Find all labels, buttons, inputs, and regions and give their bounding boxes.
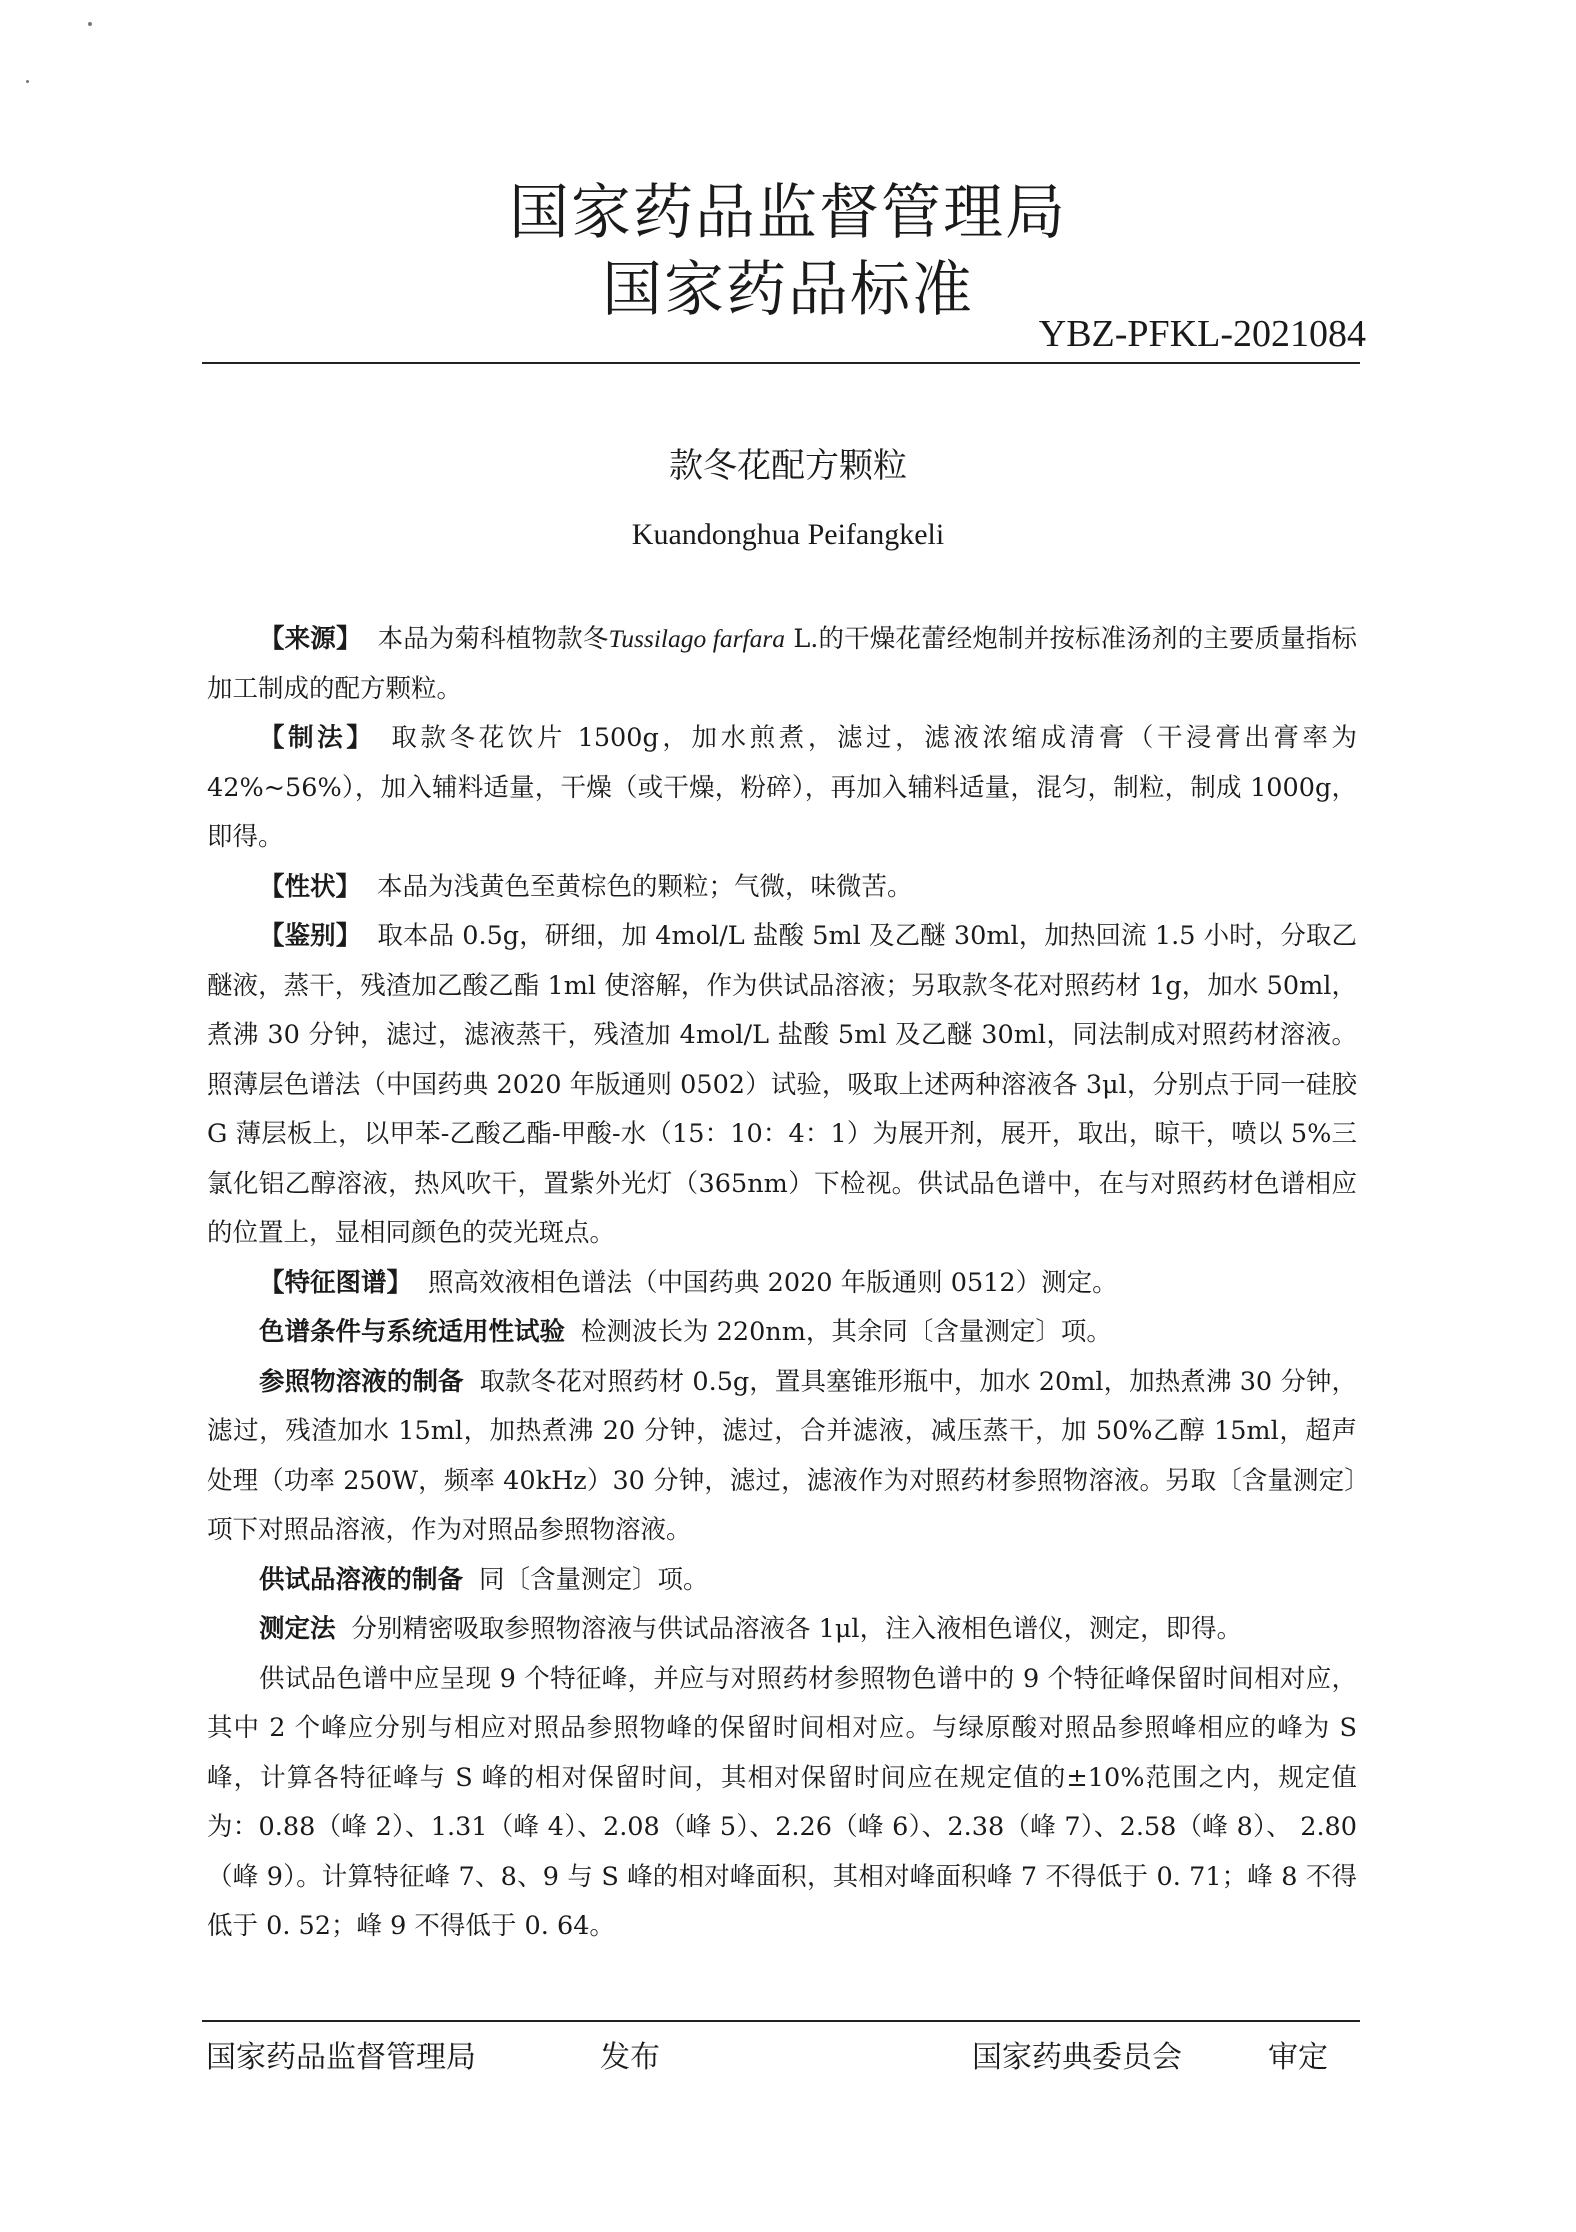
- section-method: [207, 1605, 1357, 1655]
- section-text: 本品为浅黄色至黄棕色的颗粒；气微，味微苦。: [377, 871, 913, 902]
- footer-issue-label: 发布: [600, 2040, 660, 2075]
- section-label: 【特征图谱】: [259, 1267, 413, 1298]
- document-body: [207, 614, 1357, 1952]
- header-divider: [202, 362, 1360, 364]
- section-text: 本品为菊科植物款冬: [377, 624, 609, 654]
- section-text: 取款冬花对照药材 0.5g，置具塞锥形瓶中，加水 20ml，加热煮沸 30 分钟，滤过，残渣加水 15ml，加热煮沸 20 分钟，滤过，合并滤液，减压蒸干，加 50%乙醇 15ml，超声处理（功率 250W，频率 40kHz）30 分钟，滤过，滤液作为对照药材参照物溶液。另取〔含量测定〕项下对照品溶液，作为对照品参照物溶液。: [207, 1366, 1357, 1545]
- section-reference-solution: [207, 1358, 1357, 1556]
- section-text: 取本品 0.5g，研细，加 4mol/L 盐酸 5ml 及乙醚 30ml，加热回流 1.5 小时，分取乙醚液，蒸干，残渣加乙酸乙酯 1ml 使溶解，作为供试品溶液；另取款冬花对照药材 1g，加水 50ml，煮沸 30 分钟，滤过，滤液蒸干，残渣加 4mol/L 盐酸 5ml 及乙醚 30ml，同法制成对照药材溶液。照薄层色谱法（中国药典 2020 年版通则 0502）试验，吸取上述两种溶液各 3μl，分别点于同一硅胶 G 薄层板上，以甲苯-乙酸乙酯-甲酸-水（15：10：4：1）为展开剂，展开，取出，晾干，喷以 5%三氯化铝乙醇溶液，热风吹干，置紫外光灯（365nm）下检视。供试品色谱中，在与对照药材色谱相应的位置上，显相同颜色的荧光斑点。: [207, 921, 1357, 1248]
- section-label: 【来源】: [259, 624, 362, 654]
- footer-divider: [202, 2020, 1360, 2022]
- section-conditions: [207, 1308, 1357, 1358]
- section-result: [207, 1655, 1357, 1952]
- section-fingerprint: [207, 1259, 1357, 1309]
- section-identification: [207, 912, 1357, 1259]
- scan-speck: [88, 22, 92, 26]
- agency-title: 国家药品监督管理局: [509, 178, 1067, 248]
- section-label: 【性状】: [259, 871, 362, 902]
- latin-name: Tussilago farfara: [608, 624, 786, 653]
- footer-review-label: 审定: [1268, 2040, 1328, 2075]
- section-label: 供试品溶液的制备: [259, 1564, 464, 1595]
- section-text: 同〔含量测定〕项。: [479, 1564, 709, 1595]
- section-source: [207, 614, 1357, 714]
- section-text: 照高效液相色谱法（中国药典 2020 年版通则 0512）测定。: [428, 1267, 1118, 1298]
- scan-speck: [26, 80, 29, 83]
- section-text: 取款冬花饮片 1500g，加水煎煮，滤过，滤液浓缩成清膏（干浸膏出膏率为42%~56%），加入辅料适量，干燥（或干燥，粉碎），再加入辅料适量，混匀，制粒，制成 1000g，即得。: [207, 723, 1357, 852]
- section-text: 供试品色谱中应呈现 9 个特征峰，并应与对照药材参照物色谱中的 9 个特征峰保留时间相对应，其中 2 个峰应分别与相应对照品参照物峰的保留时间相对应。与绿原酸对照品参照峰相应的峰为 S 峰，计算各特征峰与 S 峰的相对保留时间，其相对保留时间应在规定值的±10%范围之内，规定值为：0.88（峰 2）、1.31（峰 4）、2.08（峰 5）、2.26（峰 6）、2.38（峰 7）、2.58（峰 8）、 2.80（峰 9）。计算特征峰 7、8、9 与 S 峰的相对峰面积，其相对峰面积峰 7 不得低于 0. 71；峰 8 不得低于 0. 52；峰 9 不得低于 0. 64。: [207, 1663, 1357, 1941]
- footer-reviewer: 国家药典委员会: [972, 2040, 1182, 2075]
- footer-issuer: 国家药品监督管理局: [206, 2040, 476, 2075]
- section-label: 色谱条件与系统适用性试验: [259, 1317, 566, 1347]
- section-sample-solution: [207, 1556, 1357, 1606]
- section-text: L.的干燥花蕾经炮制并按标准汤剂的主要质量指标加工制成的配方颗粒。: [207, 624, 1357, 704]
- section-label: 参照物溶液的制备: [259, 1366, 464, 1397]
- section-text: 分别精密吸取参照物溶液与供试品溶液各 1μl，注入液相色谱仪，测定，即得。: [351, 1614, 1243, 1644]
- standard-code: YBZ-PFKL-2021084: [1038, 313, 1366, 355]
- section-label: 测定法: [259, 1614, 336, 1644]
- product-name-cn: 款冬花配方颗粒: [669, 446, 907, 486]
- section-description: [207, 863, 1357, 913]
- section-text: 检测波长为 220nm，其余同〔含量测定〕项。: [581, 1317, 1112, 1347]
- product-name-en: Kuandonghua Peifangkeli: [631, 518, 945, 551]
- section-label: 【鉴别】: [259, 921, 362, 951]
- standard-title: 国家药品标准: [602, 255, 974, 325]
- section-label: 【制法】: [259, 723, 376, 753]
- section-preparation: [207, 714, 1357, 863]
